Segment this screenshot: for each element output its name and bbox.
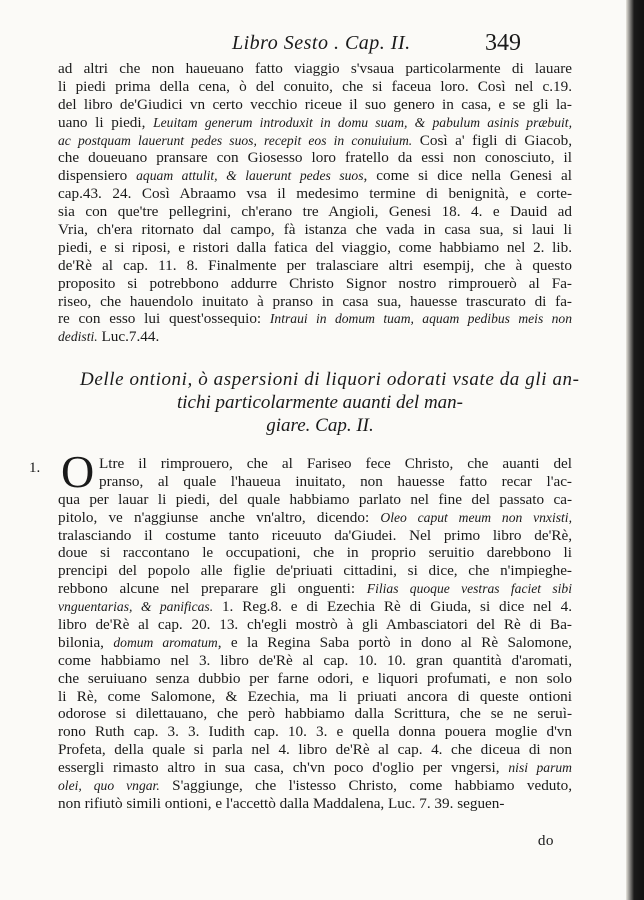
line-text-after: 1. Reg.8. e di Ezechia Rè di Giuda, si dice nel 4. <box>213 598 572 616</box>
text-line <box>58 527 572 545</box>
text-line <box>58 491 572 509</box>
line-text: doue si raccontano le occupationi, che in proprio seruitio darebbono li <box>58 544 572 562</box>
text-line <box>58 580 572 598</box>
latin-quotation: ac postquam lauerunt pedes suos, recepit eos in conuiuium. <box>58 132 413 148</box>
line-text: Ltre il rimprouero, che al Fariseo fece Christo, che auanti del <box>99 455 572 472</box>
latin-quotation: nisi parum <box>508 760 572 776</box>
text-line <box>58 634 572 652</box>
line-text: essergli rimasto altro in sua casa, ch'vn poco d'oglio per vngersi, <box>58 759 509 777</box>
line-text: Profeta, della quale si parla nel 4. libro de'Rè al cap. 4. che diceua di non <box>58 741 572 759</box>
text-line <box>58 705 572 723</box>
text-line <box>58 455 572 473</box>
line-text: che doueuano pransare con Giosesso loro fratello da essi non conosciuto, il <box>58 149 572 167</box>
text-line <box>58 239 572 257</box>
line-text: dispensiero <box>58 167 137 185</box>
text-line <box>58 795 572 813</box>
line-text-after: Così a' figli di Giacob, <box>412 131 572 149</box>
text-line <box>58 759 572 777</box>
line-text: pranso, al quale l'haueua inuitato, non hauesse fatto recar l'ac- <box>99 472 572 490</box>
running-head: Libro Sesto . Cap. II. <box>232 32 411 54</box>
line-text-after: , come si dice nella Genesi al <box>363 167 572 185</box>
line-text: li Rè, come Salomone, & Ezechia, ma li priuati ancora di queste ontioni <box>58 687 572 705</box>
line-text: re con esso lui quest'ossequio: <box>58 310 270 328</box>
line-text: come habbiamo nel 3. libro de'Rè al cap. 10. 10. gran quantità d'aromati, <box>58 651 572 669</box>
text-line <box>58 78 572 96</box>
text-line <box>58 473 572 491</box>
line-text-after: S'aggiunge, che l'istesso Christo, come habbiamo veduto, <box>159 777 572 795</box>
line-text: bilonia, <box>58 633 114 651</box>
text-line <box>58 257 572 275</box>
line-text: piedi, e si riposi, e ristori dalla fatica del viaggio, come habbiamo nel 2. lib. <box>58 238 572 256</box>
line-text: proposito si potrebbono addurre Christo Signor nostro rimprouerò al Fa- <box>58 274 572 292</box>
paragraph-continued <box>58 60 572 346</box>
text-line <box>58 688 572 706</box>
text-line <box>58 203 572 221</box>
text-line <box>58 310 572 328</box>
paragraph-section-1 <box>58 455 572 813</box>
text-line <box>58 293 572 311</box>
line-text: prencipi del popolo alle figlie de'priuati cittadini, si dice, che n'impieghe- <box>58 562 572 580</box>
text-line <box>58 167 572 185</box>
line-text: tralasciando il costume tanto riceuuto da'Giudei. Nel primo libro de'Rè, <box>58 526 572 544</box>
page-header <box>0 28 620 58</box>
text-line <box>58 185 572 203</box>
latin-quotation: olei, quo vngar. <box>58 778 160 794</box>
latin-quotation: Filias quoque vestras faciet sibi <box>366 581 572 597</box>
text-line <box>58 275 572 293</box>
page-edge-shadow <box>626 0 644 900</box>
chapter-heading-line-1: Delle ontioni, ò aspersioni di liquori odorati vsate da gli an- <box>80 369 580 390</box>
text-line <box>58 96 572 114</box>
line-text-after: , e la Regina Saba portò in dono al Rè Salomone, <box>217 633 572 651</box>
text-line <box>58 544 572 562</box>
text-line <box>58 741 572 759</box>
drop-cap: O <box>61 446 95 497</box>
catchword: do <box>537 832 554 849</box>
latin-quotation: Leuitam generum introduxit in domu suam, & pabulum asinis præbuit, <box>153 114 572 130</box>
text-line <box>58 723 572 741</box>
latin-quotation: vnguentarias, & panificas. <box>58 599 214 615</box>
text-line <box>58 598 572 616</box>
latin-quotation: domum aromatum <box>113 634 218 650</box>
line-text: rebbono alcune nel preparare gli onguenti: <box>58 580 367 598</box>
text-line <box>58 328 572 346</box>
latin-quotation: dedisti. <box>58 329 98 345</box>
text-line <box>58 562 572 580</box>
line-text: del libro de'Giudici vn certo vecchio riceue il suo genero in casa, e se gli la- <box>58 95 572 113</box>
text-line <box>58 509 572 527</box>
text-line <box>58 652 572 670</box>
chapter-heading <box>80 368 580 437</box>
line-text: riseo, che hauendolo inuitato à pranso in casa sua, hauesse trascurato di fa- <box>58 292 572 310</box>
page-number: 349 <box>485 30 521 56</box>
text-line <box>58 670 572 688</box>
chapter-heading-line-2: tichi particolarmente auanti del man- <box>176 392 463 413</box>
line-text-after: Luc.7.44. <box>97 328 160 346</box>
latin-quotation: Oleo caput meum non vnxisti, <box>380 509 572 525</box>
text-line <box>58 149 572 167</box>
line-text: pitolo, ve n'aggiunse anche vn'altro, dicendo: <box>58 508 381 526</box>
line-text: ad altri che non haueuano fatto viaggio s'vsaua particolarmente di lauare <box>58 60 572 77</box>
text-line <box>58 777 572 795</box>
chapter-heading-line-3: giare. Cap. II. <box>266 415 374 436</box>
line-text: sia con que'tre pellegrini, ch'erano tre Angioli, Genesi 18. 4. e Dauid ad <box>58 203 572 221</box>
latin-quotation: aquam attulit, & lauerunt pedes suos <box>136 168 364 184</box>
latin-quotation: Intraui in domum tuam, aquam pedibus meis non <box>269 311 572 327</box>
line-text: uano li piedi, <box>58 113 154 131</box>
line-text: che seruiuano senza dubbio per farne odori, e liquori profumati, e non solo <box>58 669 572 687</box>
line-text: libro de'Rè al cap. 20. 13. ch'egli mostrò à gli Ambasciatori del Rè di Ba- <box>58 616 572 634</box>
line-text: cap.43. 24. Così Abraamo vsa il medesimo termine di benignità, e corte- <box>58 185 572 203</box>
line-text: li piedi prima della cena, ò del conuito, che si faceua loro. Così nel c.19. <box>58 77 572 95</box>
line-text: rono Ruth cap. 3. 3. Iudith cap. 10. 3. e quella donna pouera moglie d'vn <box>58 723 572 741</box>
text-line <box>58 114 572 132</box>
section-number: 1. <box>29 460 41 476</box>
text-line <box>58 60 572 78</box>
line-text: odorose si dilettauano, che però habbiamo dalla Scrittura, che se ne seruì- <box>58 705 572 723</box>
line-text: non rifiutò simili ontioni, e l'accettò dalla Maddalena, Luc. 7. 39. seguen- <box>58 794 505 812</box>
line-text: de'Rè al cap. 11. 8. Finalmente per tralasciare altri esempij, che à questo <box>58 256 572 274</box>
line-text: qua per lauar li piedi, del quale habbiamo parlato nel fine del passato ca- <box>58 490 572 508</box>
text-line <box>58 221 572 239</box>
line-text: Vria, ch'era ritornato dal campo, fà istanza che vada in casa sua, si laui li <box>58 221 572 239</box>
text-line <box>58 132 572 150</box>
text-line <box>58 616 572 634</box>
